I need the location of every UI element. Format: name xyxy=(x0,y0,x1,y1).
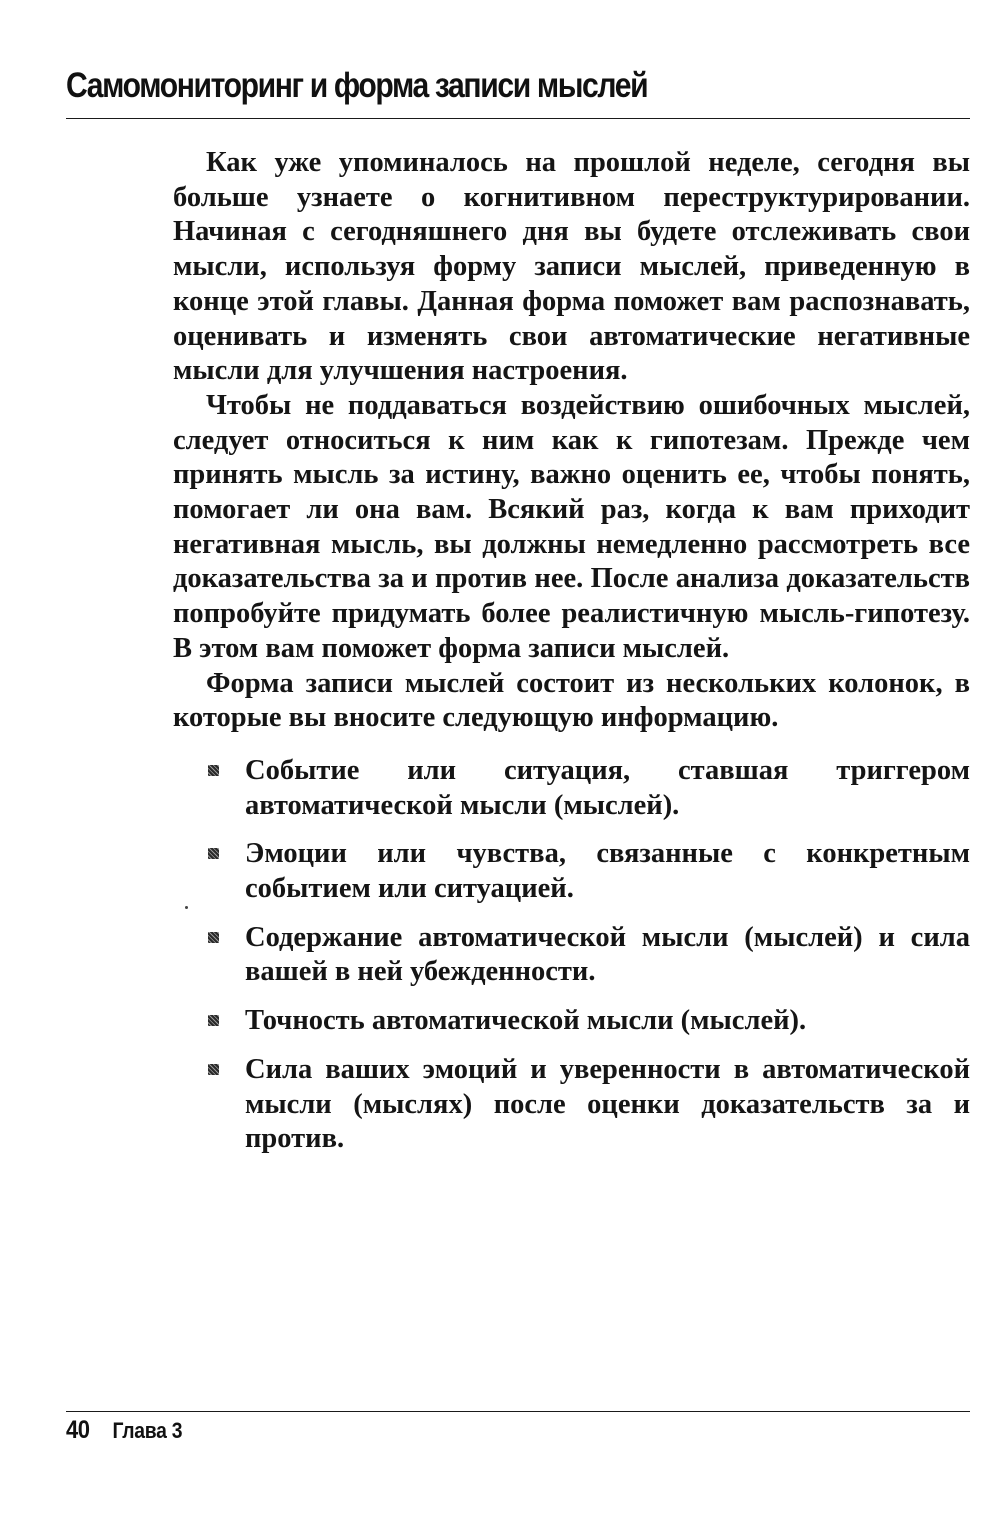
bullet-square-icon xyxy=(208,848,219,859)
paragraph-1: Как уже упоминалось на прошлой неделе, сегодня вы больше узнаете о когнитивном переструктурировании. Начиная с сегодняшнего дня вы будете отслеживать свои мысли, используя форму записи мыслей, приведенную в конце этой главы. Данная форма поможет вам распознавать, оценивать и изменять свои автоматические негативные мысли для улучшения настроения. xyxy=(173,147,970,387)
scan-speck xyxy=(185,906,188,909)
paragraph-3: Форма записи мыслей состоит из нескольких колонок, в которые вы вносите следующую информацию. xyxy=(173,667,970,734)
list-item xyxy=(173,1004,970,1039)
footer-divider xyxy=(66,1411,970,1412)
list-item-text: Сила ваших эмоций и уверенности в автоматической мысли (мыслях) после оценки доказательств за и против. xyxy=(245,1053,970,1155)
list-item xyxy=(173,921,970,990)
section-title: Самомониторинг и форма записи мыслей xyxy=(66,66,648,105)
list-item-text: Эмоции или чувства, связанные с конкретным событием или ситуацией. xyxy=(245,838,970,905)
bullet-list xyxy=(173,754,970,1157)
list-item xyxy=(173,837,970,906)
paragraph-2: Чтобы не поддаваться воздействию ошибочных мыслей, следует относиться к ним как к гипотезам. Прежде чем принять мысль за истину, важно оценить ее, чтобы понять, помогает ли она вам. Всякий раз, когда к вам приходит негативная мысль, вы должны немедленно рассмотреть все доказательства за и против нее. После анализа доказательств попробуйте придумать более реалистичную мысль-гипотезу. В этом вам поможет форма записи мыслей. xyxy=(173,389,970,664)
bullet-square-icon xyxy=(208,1015,219,1026)
list-item-text: Точность автоматической мысли (мыслей). xyxy=(245,1005,807,1037)
bullet-square-icon xyxy=(208,765,219,776)
list-item-text: Содержание автоматической мысли (мыслей) и сила вашей в ней убежденности. xyxy=(245,921,970,988)
bullet-square-icon xyxy=(208,932,219,943)
bullet-square-icon xyxy=(208,1064,219,1075)
list-item xyxy=(173,1053,970,1157)
chapter-label: Глава 3 xyxy=(112,1418,183,1443)
body-text xyxy=(173,146,970,1171)
title-divider xyxy=(66,118,970,119)
page-number: 40 xyxy=(66,1416,90,1444)
list-item-text: Событие или ситуация, ставшая триггером автоматической мысли (мыслей). xyxy=(245,754,970,821)
page-footer xyxy=(66,1416,182,1445)
list-item xyxy=(173,754,970,823)
